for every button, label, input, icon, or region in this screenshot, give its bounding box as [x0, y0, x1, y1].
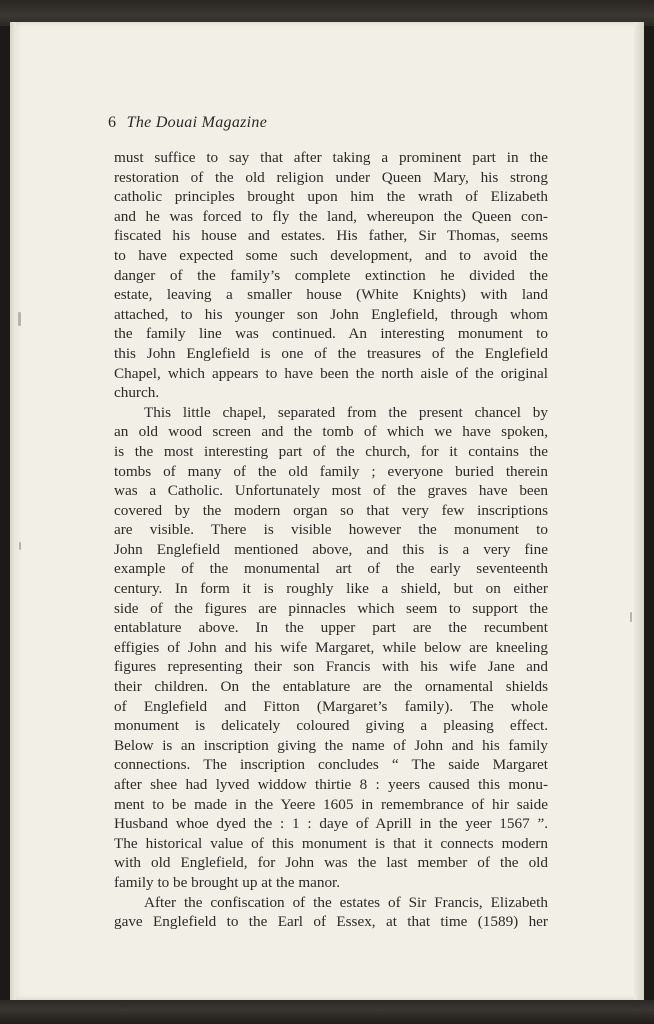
paper-speck [630, 612, 632, 622]
page-gutter-shadow [10, 22, 16, 1000]
text-line: after shee had lyved widdow thirtie 8 : yeers caused this monu- [114, 776, 548, 793]
page-right-edge [634, 22, 644, 1000]
text-line: The historical value of this monument is that it connects modern [114, 834, 548, 852]
text-line: Husband whoe dyed the : 1 : daye of Aprill in the yeer 1567 ”. [114, 815, 548, 833]
running-header [108, 114, 267, 132]
text-line: with old Englefield, for John was the last member of the old [114, 854, 548, 872]
text-line: this John Englefield is one of the treasures of the Englefield [114, 344, 548, 362]
text-line: covered by the modern organ so that very few inscriptions [114, 501, 548, 519]
text-line: church. [114, 384, 160, 402]
page-number: 6 [108, 114, 117, 131]
text-line: figures representing their son Francis with his wife Jane and [114, 658, 548, 676]
text-line: This little chapel, separated from the present chancel by [144, 403, 548, 421]
text-line: the family line was continued. An interesting monument to [114, 325, 548, 343]
text-line: restoration of the old religion under Queen Mary, his strong [114, 168, 548, 186]
text-line: ment to be made in the Yeere 1605 in remembrance of hir saide [114, 795, 548, 813]
text-line: danger of the family’s complete extinction he divided the [114, 266, 548, 284]
book-cover-bottom-edge [0, 1000, 654, 1024]
book-page [10, 22, 644, 1000]
paper-speck [19, 542, 21, 550]
text-line: tombs of many of the old family ; everyone buried therein [114, 462, 548, 480]
text-line: connections. The inscription concludes “ The saide Margaret [114, 756, 548, 774]
text-line: gave Englefield to the Earl of Essex, at that time (1589) her [114, 913, 548, 931]
text-line: and he was forced to fly the land, whereupon the Queen con- [114, 207, 548, 225]
text-line: side of the figures are pinnacles which seem to support the [114, 599, 548, 617]
text-line: estate, leaving a smaller house (White Knights) with land [114, 286, 548, 304]
text-line: family to be brought up at the manor. [114, 873, 341, 891]
text-line: effigies of John and his wife Margaret, while below are kneeling [114, 638, 548, 656]
text-line: After the confiscation of the estates of Sir Francis, Elizabeth [144, 893, 548, 911]
text-line: are visible. There is visible however the monument to [114, 521, 548, 539]
text-line: attached, to his younger son John Englefield, through whom [114, 305, 548, 323]
text-line: entablature above. In the upper part are the recumbent [114, 619, 548, 637]
text-line: example of the monumental art of the early seventeenth [114, 560, 548, 578]
running-title: The Douai Magazine [126, 114, 268, 131]
text-line: to have expected some such development, and to avoid the [114, 246, 548, 264]
text-line: of Englefield and Fitton (Margaret’s family). The whole [114, 697, 548, 715]
text-line: Below is an inscription giving the name of John and his family [114, 736, 548, 754]
text-line: John Englefield mentioned above, and this is a very fine [114, 540, 548, 558]
text-line: century. In form it is roughly like a shield, but on either [114, 580, 548, 598]
text-line: fiscated his house and estates. His father, Sir Thomas, seems [114, 227, 548, 245]
text-line: was a Catholic. Unfortunately most of the graves have been [114, 482, 548, 500]
body-text [114, 148, 548, 932]
text-line: their children. On the entablature are the ornamental shields [114, 678, 548, 696]
text-line: an old wood screen and the tomb of which we have spoken, [114, 423, 548, 441]
text-line: Chapel, which appears to have been the north aisle of the original [114, 364, 548, 382]
text-line: is the most interesting part of the church, for it contains the [114, 442, 548, 460]
text-line: must suffice to say that after taking a prominent part in the [114, 149, 548, 166]
text-line: catholic principles brought upon him the wrath of Elizabeth [114, 188, 548, 206]
text-line: monument is delicately coloured giving a pleasing effect. [114, 717, 548, 735]
paper-speck [18, 312, 21, 326]
